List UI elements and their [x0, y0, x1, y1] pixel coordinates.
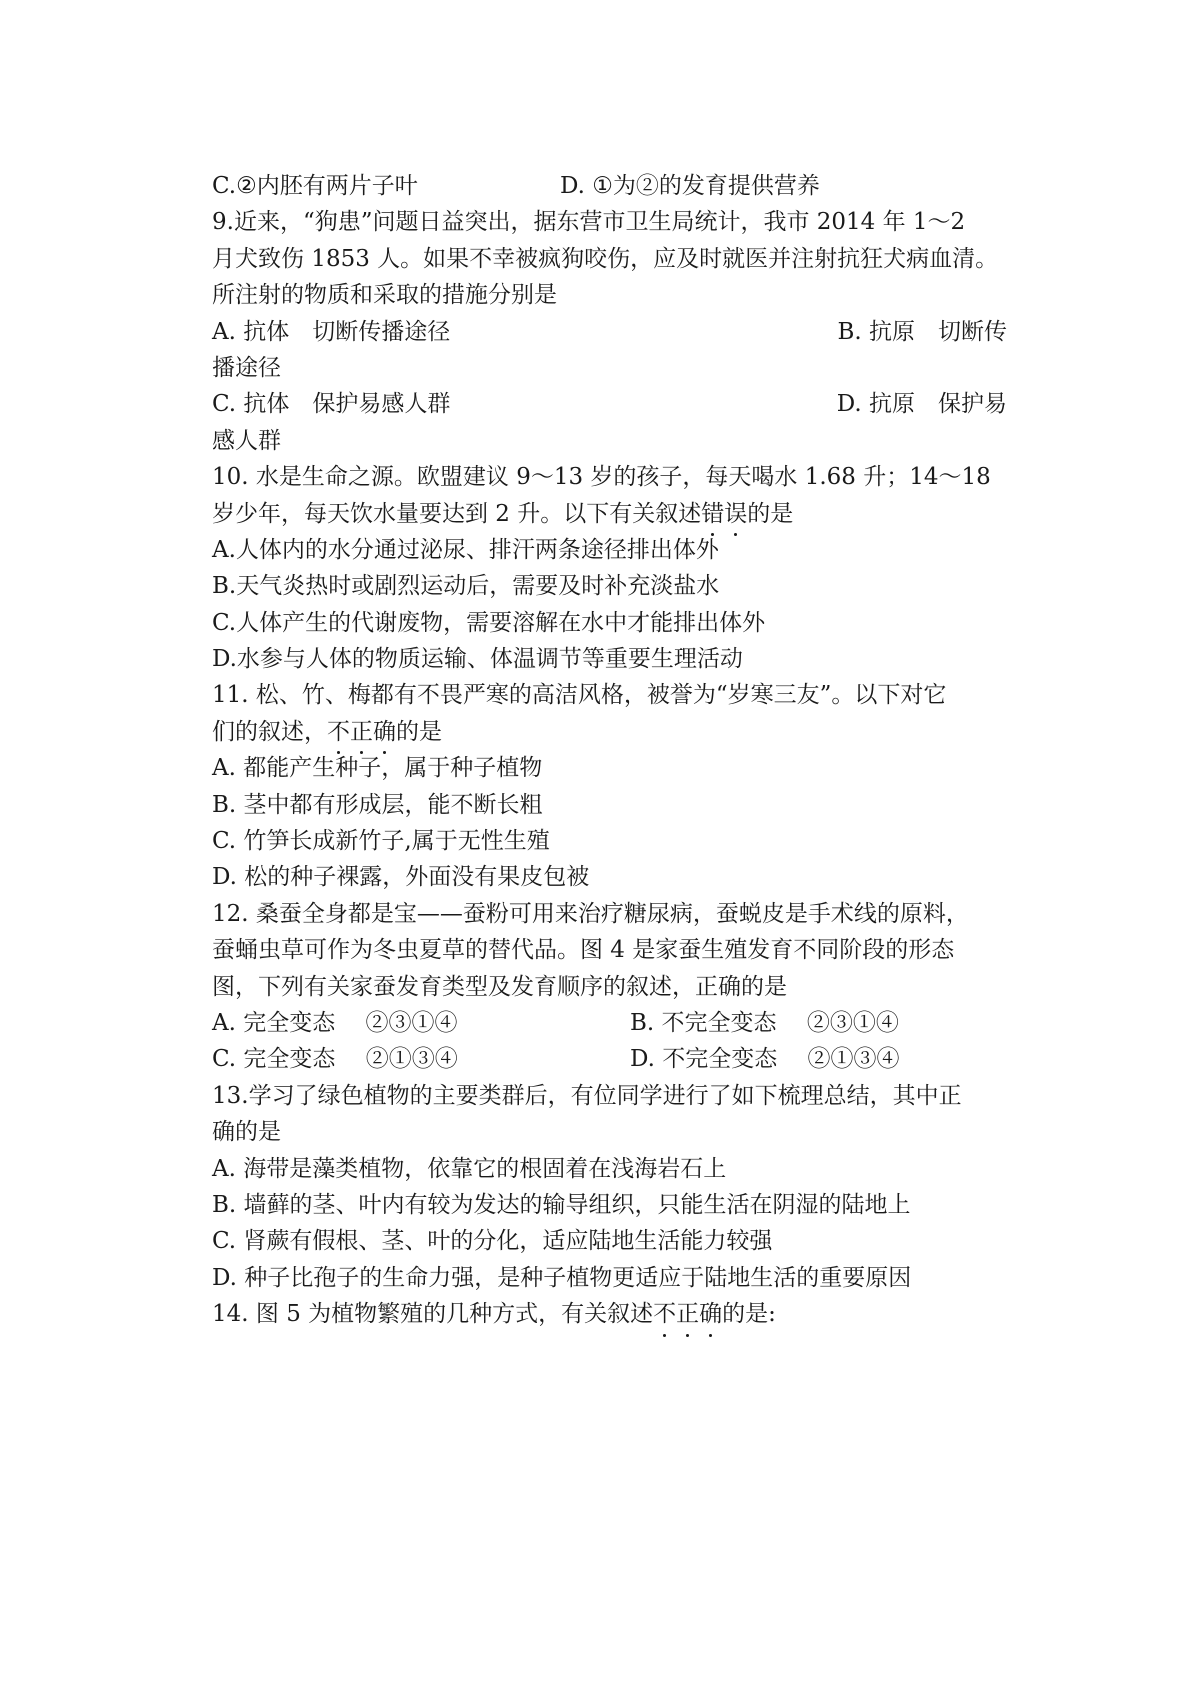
- option-13c: C. 肾蕨有假根、茎、叶的分化，适应陆地生活能力较强: [212, 1228, 773, 1255]
- option-13a: A. 海带是藻类植物，依靠它的根固着在浅海岩石上: [212, 1155, 727, 1182]
- option-8d: D. ①为②的发育提供营养: [560, 173, 820, 199]
- option-10c: C.人体产生的代谢废物，需要溶解在水中才能排出体外: [212, 609, 766, 636]
- question-11-stem-line-2: [212, 714, 1007, 750]
- option-9c: C. 抗体 保护易感人群: [212, 391, 451, 418]
- question-10-stem-line-1: 10. 水是生命之源。欧盟建议 9～13 岁的孩子，每天喝水 1.68 升；14～18: [212, 464, 991, 491]
- option-10a: A.人体内的水分通过泌尿、排汗两条途径排出体外: [212, 536, 719, 563]
- stem-text: 岁少年，每天饮水量要达到 2 升。以下有关叙述: [212, 500, 702, 527]
- question-12-stem-line-2: 蚕蛹虫草可作为冬虫夏草的替代品。图 4 是家蚕生殖发育不同阶段的形态: [212, 937, 955, 964]
- emphasis-char: 确: [699, 1296, 722, 1332]
- option-11c: C. 竹笋长成新竹子,属于无性生殖: [212, 828, 550, 855]
- question-12-options-cd: [212, 1041, 1007, 1077]
- stem-text: 们的叙述，: [212, 718, 327, 745]
- stem-text: 的是:: [722, 1301, 776, 1328]
- emphasis-char: 错: [701, 496, 724, 532]
- option-11a: A. 都能产生种子，属于种子植物: [212, 755, 543, 782]
- option-9a: A. 抗体 切断传播途径: [212, 318, 451, 345]
- option-10d: D.水参与人体的物质运输、体温调节等重要生理活动: [212, 646, 743, 673]
- question-14-stem: [212, 1296, 1007, 1332]
- question-12-options-ab: [212, 1005, 1007, 1041]
- question-11-stem-line-1: 11. 松、竹、梅都有不畏严寒的高洁风格，被誉为“岁寒三友”。以下对它: [212, 682, 947, 709]
- question-8-options-cd: [212, 168, 1007, 204]
- question-10-stem-line-2: [212, 496, 1007, 532]
- emphasis-char: 正: [350, 714, 373, 750]
- question-9-stem-line-1: 9.近来，“狗患”问题日益突出，据东营市卫生局统计，我市 2014 年 1～2: [212, 209, 966, 236]
- question-9-options-cd: [212, 386, 1007, 422]
- option-13b: B. 墙藓的茎、叶内有较为发达的输导组织，只能生活在阴湿的陆地上: [212, 1191, 911, 1218]
- option-8c: C.②内胚有两片子叶: [212, 173, 418, 199]
- question-12-stem-line-3: 图，下列有关家蚕发育类型及发育顺序的叙述，正确的是: [212, 973, 787, 1000]
- emphasis-char: 误: [724, 496, 747, 532]
- stem-text: 的是: [747, 500, 794, 527]
- option-9d-continued: 感人群: [212, 427, 281, 454]
- question-13-stem-line-2: 确的是: [212, 1119, 281, 1146]
- option-9b: B. 抗原 切断传: [837, 318, 1007, 345]
- option-12a: A. 完全变态 ②③①④: [212, 1009, 458, 1036]
- option-11d: D. 松的种子裸露，外面没有果皮包被: [212, 864, 590, 891]
- option-13d: D. 种子比孢子的生命力强，是种子植物更适应于陆地生活的重要原因: [212, 1264, 912, 1291]
- question-12-stem-line-1: 12. 桑蚕全身都是宝——蚕粉可用来治疗糖尿病，蚕蜕皮是手术线的原料，: [212, 900, 969, 927]
- stem-text: 的是: [396, 718, 442, 745]
- question-9-options-ab: [212, 314, 1007, 350]
- option-9b-continued: 播途径: [212, 354, 281, 381]
- exam-page: [212, 168, 1007, 1333]
- option-9d: D. 抗原 保护易: [836, 391, 1007, 418]
- option-12c: C. 完全变态 ②①③④: [212, 1046, 458, 1073]
- option-11b: B. 茎中都有形成层，能不断长粗: [212, 791, 543, 818]
- option-12b: B. 不完全变态 ②③①④: [630, 1009, 899, 1036]
- option-12d: D. 不完全变态 ②①③④: [630, 1046, 900, 1073]
- stem-text: 14. 图 5 为植物繁殖的几种方式，有关叙述: [212, 1301, 654, 1328]
- emphasis-char: 正: [676, 1296, 699, 1332]
- question-9-stem-line-3: 所注射的物质和采取的措施分别是: [212, 282, 557, 309]
- emphasis-char: 不: [327, 714, 350, 750]
- question-13-stem-line-1: 13.学习了绿色植物的主要类群后，有位同学进行了如下梳理总结，其中正: [212, 1082, 962, 1109]
- emphasis-char: 不: [653, 1296, 676, 1332]
- option-10b: B.天气炎热时或剧烈运动后，需要及时补充淡盐水: [212, 573, 720, 600]
- emphasis-char: 确: [373, 714, 396, 750]
- question-9-stem-line-2: 月犬致伤 1853 人。如果不幸被疯狗咬伤，应及时就医并注射抗狂犬病血清。: [212, 245, 999, 272]
